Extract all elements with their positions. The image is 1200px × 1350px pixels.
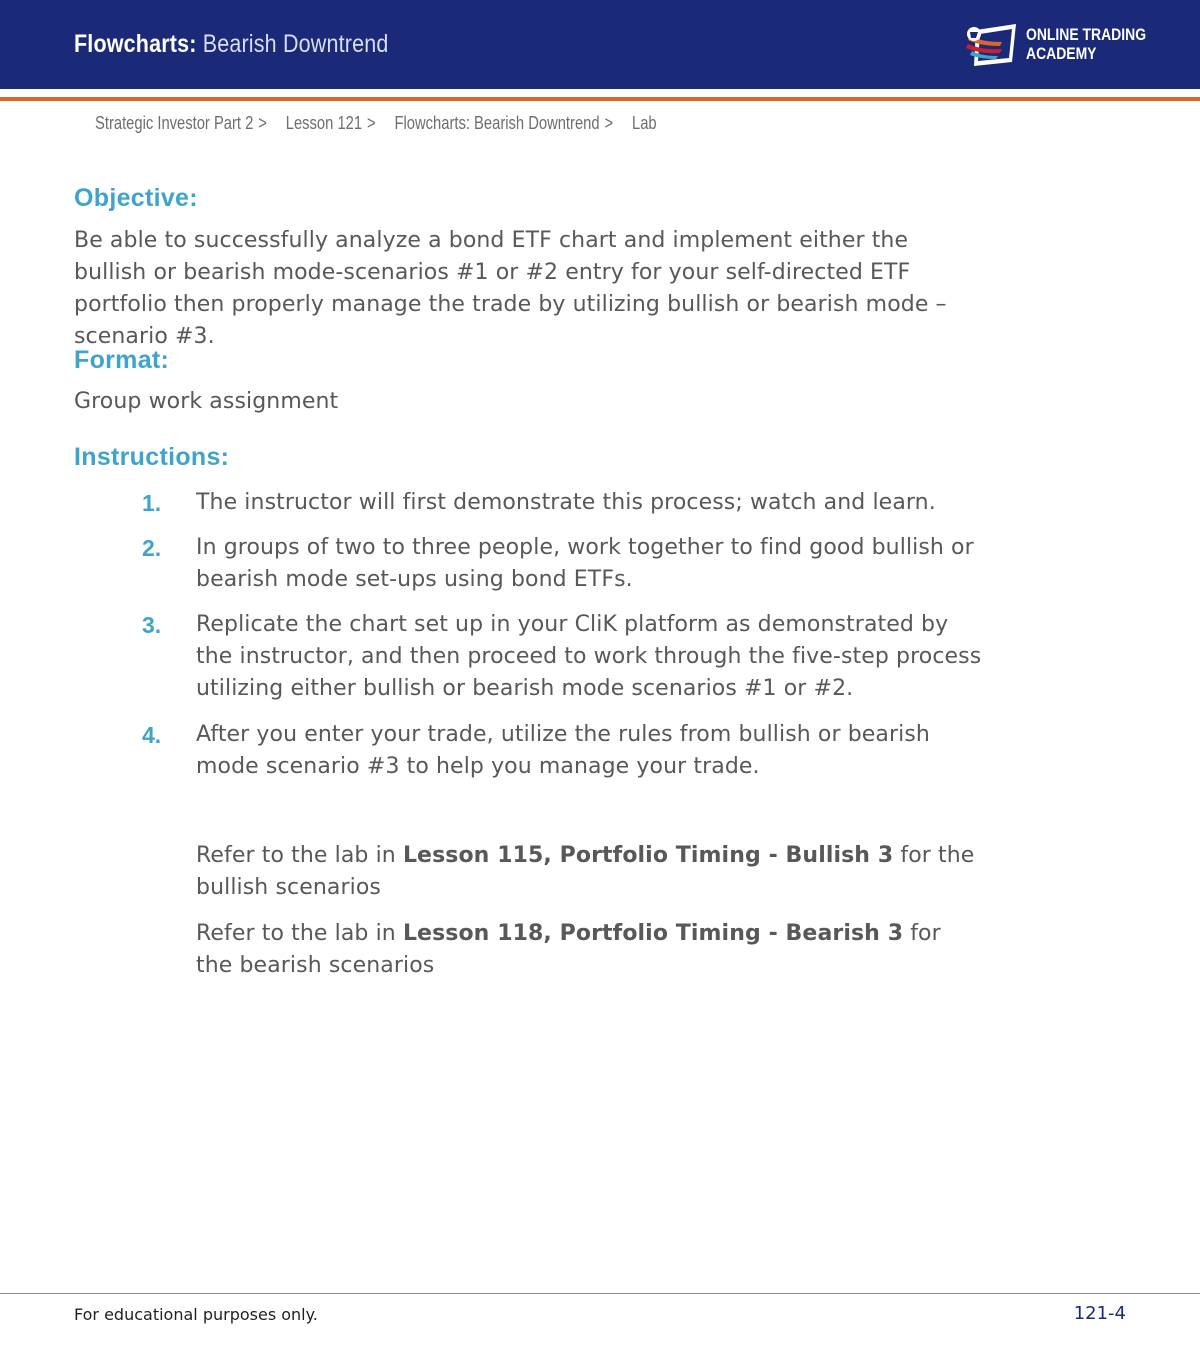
step-text: In groups of two to three people, work together to find good bullish or bearish mode set-ups using bond ETFs. <box>196 535 974 592</box>
step-number: 3. <box>142 612 162 638</box>
reference-suffix: for the bearish scenarios <box>196 921 941 978</box>
reference-prefix: Refer to the lab in <box>196 921 403 946</box>
breadcrumb-separator: > <box>258 113 267 133</box>
page-number: 121-4 <box>1073 1303 1126 1324</box>
step-number: 1. <box>142 490 162 516</box>
breadcrumb-separator: > <box>366 113 376 133</box>
breadcrumb-item-topic[interactable]: Flowcharts: Bearish Downtrend <box>394 113 600 133</box>
logo-wordmark <box>1026 25 1146 63</box>
reference-prefix: Refer to the lab in <box>196 843 403 868</box>
reference-lesson-link: Lesson 118, Portfolio Timing - Bearish 3 <box>402 921 904 946</box>
step-text: Replicate the chart set up in your CliK platform as demonstrated by the instructor, and then proceed to work through the five-step process utilizing either bullish or bearish mode scenarios #1 or #2. <box>196 612 982 701</box>
format-heading: Format: <box>74 346 170 374</box>
page-title <box>74 30 388 59</box>
reference-note-bearish <box>196 918 976 982</box>
academy-logo <box>962 22 1147 68</box>
step-text: The instructor will first demonstrate this process; watch and learn. <box>196 490 936 515</box>
reference-lesson-link: Lesson 115, Portfolio Timing - Bullish 3 <box>402 843 894 868</box>
page-header <box>0 0 1200 89</box>
header-gap <box>0 89 1200 97</box>
footer-divider <box>0 1293 1200 1294</box>
breadcrumb-separator: > <box>604 113 614 133</box>
logo-line-2: ACADEMY <box>1026 44 1097 63</box>
breadcrumb <box>95 113 662 137</box>
step-number: 2. <box>142 535 162 561</box>
title-prefix: Flowcharts: <box>74 30 197 58</box>
breadcrumb-item-course[interactable]: Strategic Investor Part 2 <box>95 113 254 133</box>
step-text: After you enter your trade, utilize the rules from bullish or bearish mode scenario #3 to help you manage your trade. <box>196 722 930 779</box>
title-topic: Bearish Downtrend <box>202 30 389 58</box>
breadcrumb-item-lesson[interactable]: Lesson 121 <box>285 113 363 133</box>
format-text: Group work assignment <box>74 389 339 414</box>
instructions-heading: Instructions: <box>74 443 230 471</box>
header-accent-rule <box>0 97 1200 101</box>
reference-note-bullish <box>196 840 976 904</box>
step-number: 4. <box>142 722 162 748</box>
objective-text: Be able to successfully analyze a bond ETF chart and implement either the bullish or bearish mode-scenarios #1 or #2 entry for your self-directed ETF portfolio then properly manage the trade by utilizing bullish or bearish mode – scenario #3. <box>74 228 947 349</box>
logo-line-1: ONLINE TRADING <box>1026 25 1147 44</box>
objective-heading: Objective: <box>74 184 198 212</box>
reference-suffix: for the bullish scenarios <box>196 843 975 900</box>
footer-disclaimer: For educational purposes only. <box>74 1305 318 1324</box>
breadcrumb-item-current: Lab <box>631 113 657 133</box>
academy-logo-icon <box>962 22 1022 68</box>
